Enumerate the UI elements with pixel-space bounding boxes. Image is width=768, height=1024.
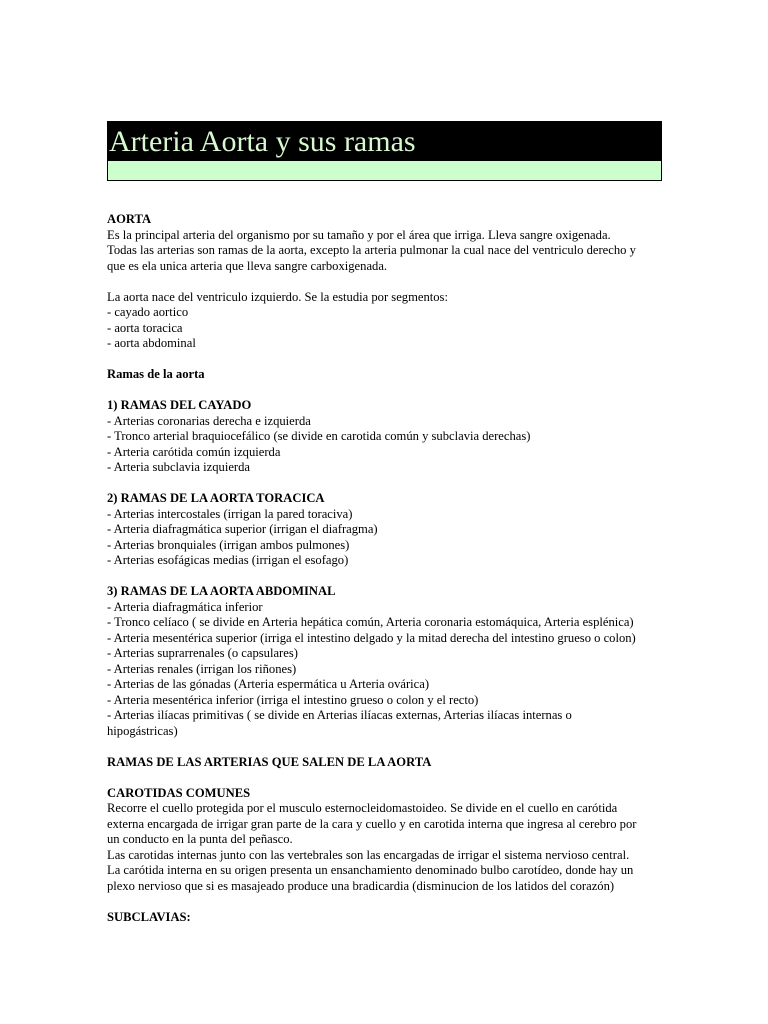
text-line: - Arteria mesentérica inferior (irriga el intestino grueso o colon y el recto) xyxy=(107,692,479,707)
text-line: La carótida interna en su origen presenta un ensanchamiento denominado bulbo carotídeo, donde hay un xyxy=(107,863,634,877)
text-line: - aorta toracica xyxy=(107,320,183,335)
text-line: un conducto en la punta del peñasco. xyxy=(107,832,293,846)
section-heading xyxy=(107,398,662,414)
text-line: 1) RAMAS DEL CAYADO xyxy=(107,398,252,412)
text-line: - Arterias ilíacas primitivas ( se divide en Arterias ilíacas externas, Arterias ilíacas internas o xyxy=(107,708,572,722)
section-heading xyxy=(107,786,662,802)
text-line: - Arterias suprarrenales (o capsulares) xyxy=(107,646,298,660)
text-line: SUBCLAVIAS: xyxy=(107,909,191,924)
text-line: - Arterias coronarias derecha e izquierda xyxy=(107,413,311,428)
section-heading xyxy=(107,367,662,383)
text-line: - Tronco celíaco ( se divide en Arteria hepática común, Arteria coronaria estomáquica, Arteria esplénica) xyxy=(107,615,634,629)
paragraph xyxy=(107,290,662,352)
text-line: - aorta abdominal xyxy=(107,336,196,350)
title-bar xyxy=(108,122,661,161)
section-heading xyxy=(107,584,662,600)
document-title: Arteria Aorta y sus ramas xyxy=(109,125,416,158)
text-line: - Arteria mesentérica superior (irriga el intestino delgado y la mitad derecha del intestino grueso o colon) xyxy=(107,630,636,645)
paragraph xyxy=(107,507,662,569)
text-line: - Arteria subclavia izquierda xyxy=(107,460,251,474)
text-line: - Tronco arterial braquiocefálico (se divide en carotida común y subclavia derechas) xyxy=(107,429,531,443)
section-heading xyxy=(107,755,662,771)
text-line: Recorre el cuello protegida por el musculo esternocleidomastoideo. Se divide en el cuello en carótida xyxy=(107,801,618,815)
text-line: - Arterias esofágicas medias (irrigan el esofago) xyxy=(107,553,349,567)
text-line: - Arterias bronquiales (irrigan ambos pulmones) xyxy=(107,537,350,552)
section-heading xyxy=(107,910,662,926)
text-line: - Arterias renales (irrigan los riñones) xyxy=(107,661,297,676)
text-line: 2) RAMAS DE LA AORTA TORACICA xyxy=(107,491,325,505)
paragraph xyxy=(107,801,662,894)
title-accent-strip xyxy=(108,161,661,180)
text-line: La aorta nace del ventriculo izquierdo. Se la estudia por segmentos: xyxy=(107,289,448,304)
document-body xyxy=(107,212,662,925)
text-line: Ramas de la aorta xyxy=(107,367,205,381)
text-line: AORTA xyxy=(107,212,152,226)
text-line: - Arteria diafragmática superior (irrigan el diafragma) xyxy=(107,522,378,536)
text-line: - cayado aortico xyxy=(107,305,189,319)
document-page xyxy=(107,121,662,941)
text-line: plexo nervioso que si es masajeado produce una bradicardia (disminucion de los latidos del corazón) xyxy=(107,878,615,893)
text-line: externa encargada de irrigar gran parte de la cara y cuello y en carotida interna que ingresa al cerebro por xyxy=(107,816,637,831)
text-line: CAROTIDAS COMUNES xyxy=(107,785,251,800)
paragraph xyxy=(107,228,662,275)
text-line: hipogástricas) xyxy=(107,723,178,738)
text-line: - Arteria diafragmática inferior xyxy=(107,599,263,614)
text-line: Es la principal arteria del organismo por su tamaño y por el área que irriga. Lleva sangre oxigenada. xyxy=(107,227,611,242)
text-line: Todas las arterias son ramas de la aorta, excepto la arteria pulmonar la cual nace del ventriculo derecho y xyxy=(107,243,636,257)
text-line: RAMAS DE LAS ARTERIAS QUE SALEN DE LA AORTA xyxy=(107,754,432,769)
text-line: - Arterias intercostales (irrigan la pared toraciva) xyxy=(107,506,353,521)
section-heading xyxy=(107,491,662,507)
text-line: 3) RAMAS DE LA AORTA ABDOMINAL xyxy=(107,584,336,598)
title-banner xyxy=(107,121,662,181)
paragraph xyxy=(107,414,662,476)
section-heading xyxy=(107,212,662,228)
text-line: - Arteria carótida común izquierda xyxy=(107,444,281,459)
text-line: - Arterias de las gónadas (Arteria espermática u Arteria ovárica) xyxy=(107,677,430,691)
paragraph xyxy=(107,600,662,740)
text-line: Las carotidas internas junto con las vertebrales son las encargadas de irrigar el sistema nervioso central. xyxy=(107,847,630,862)
text-line: que es ela unica arteria que lleva sangre carboxigenada. xyxy=(107,258,388,273)
